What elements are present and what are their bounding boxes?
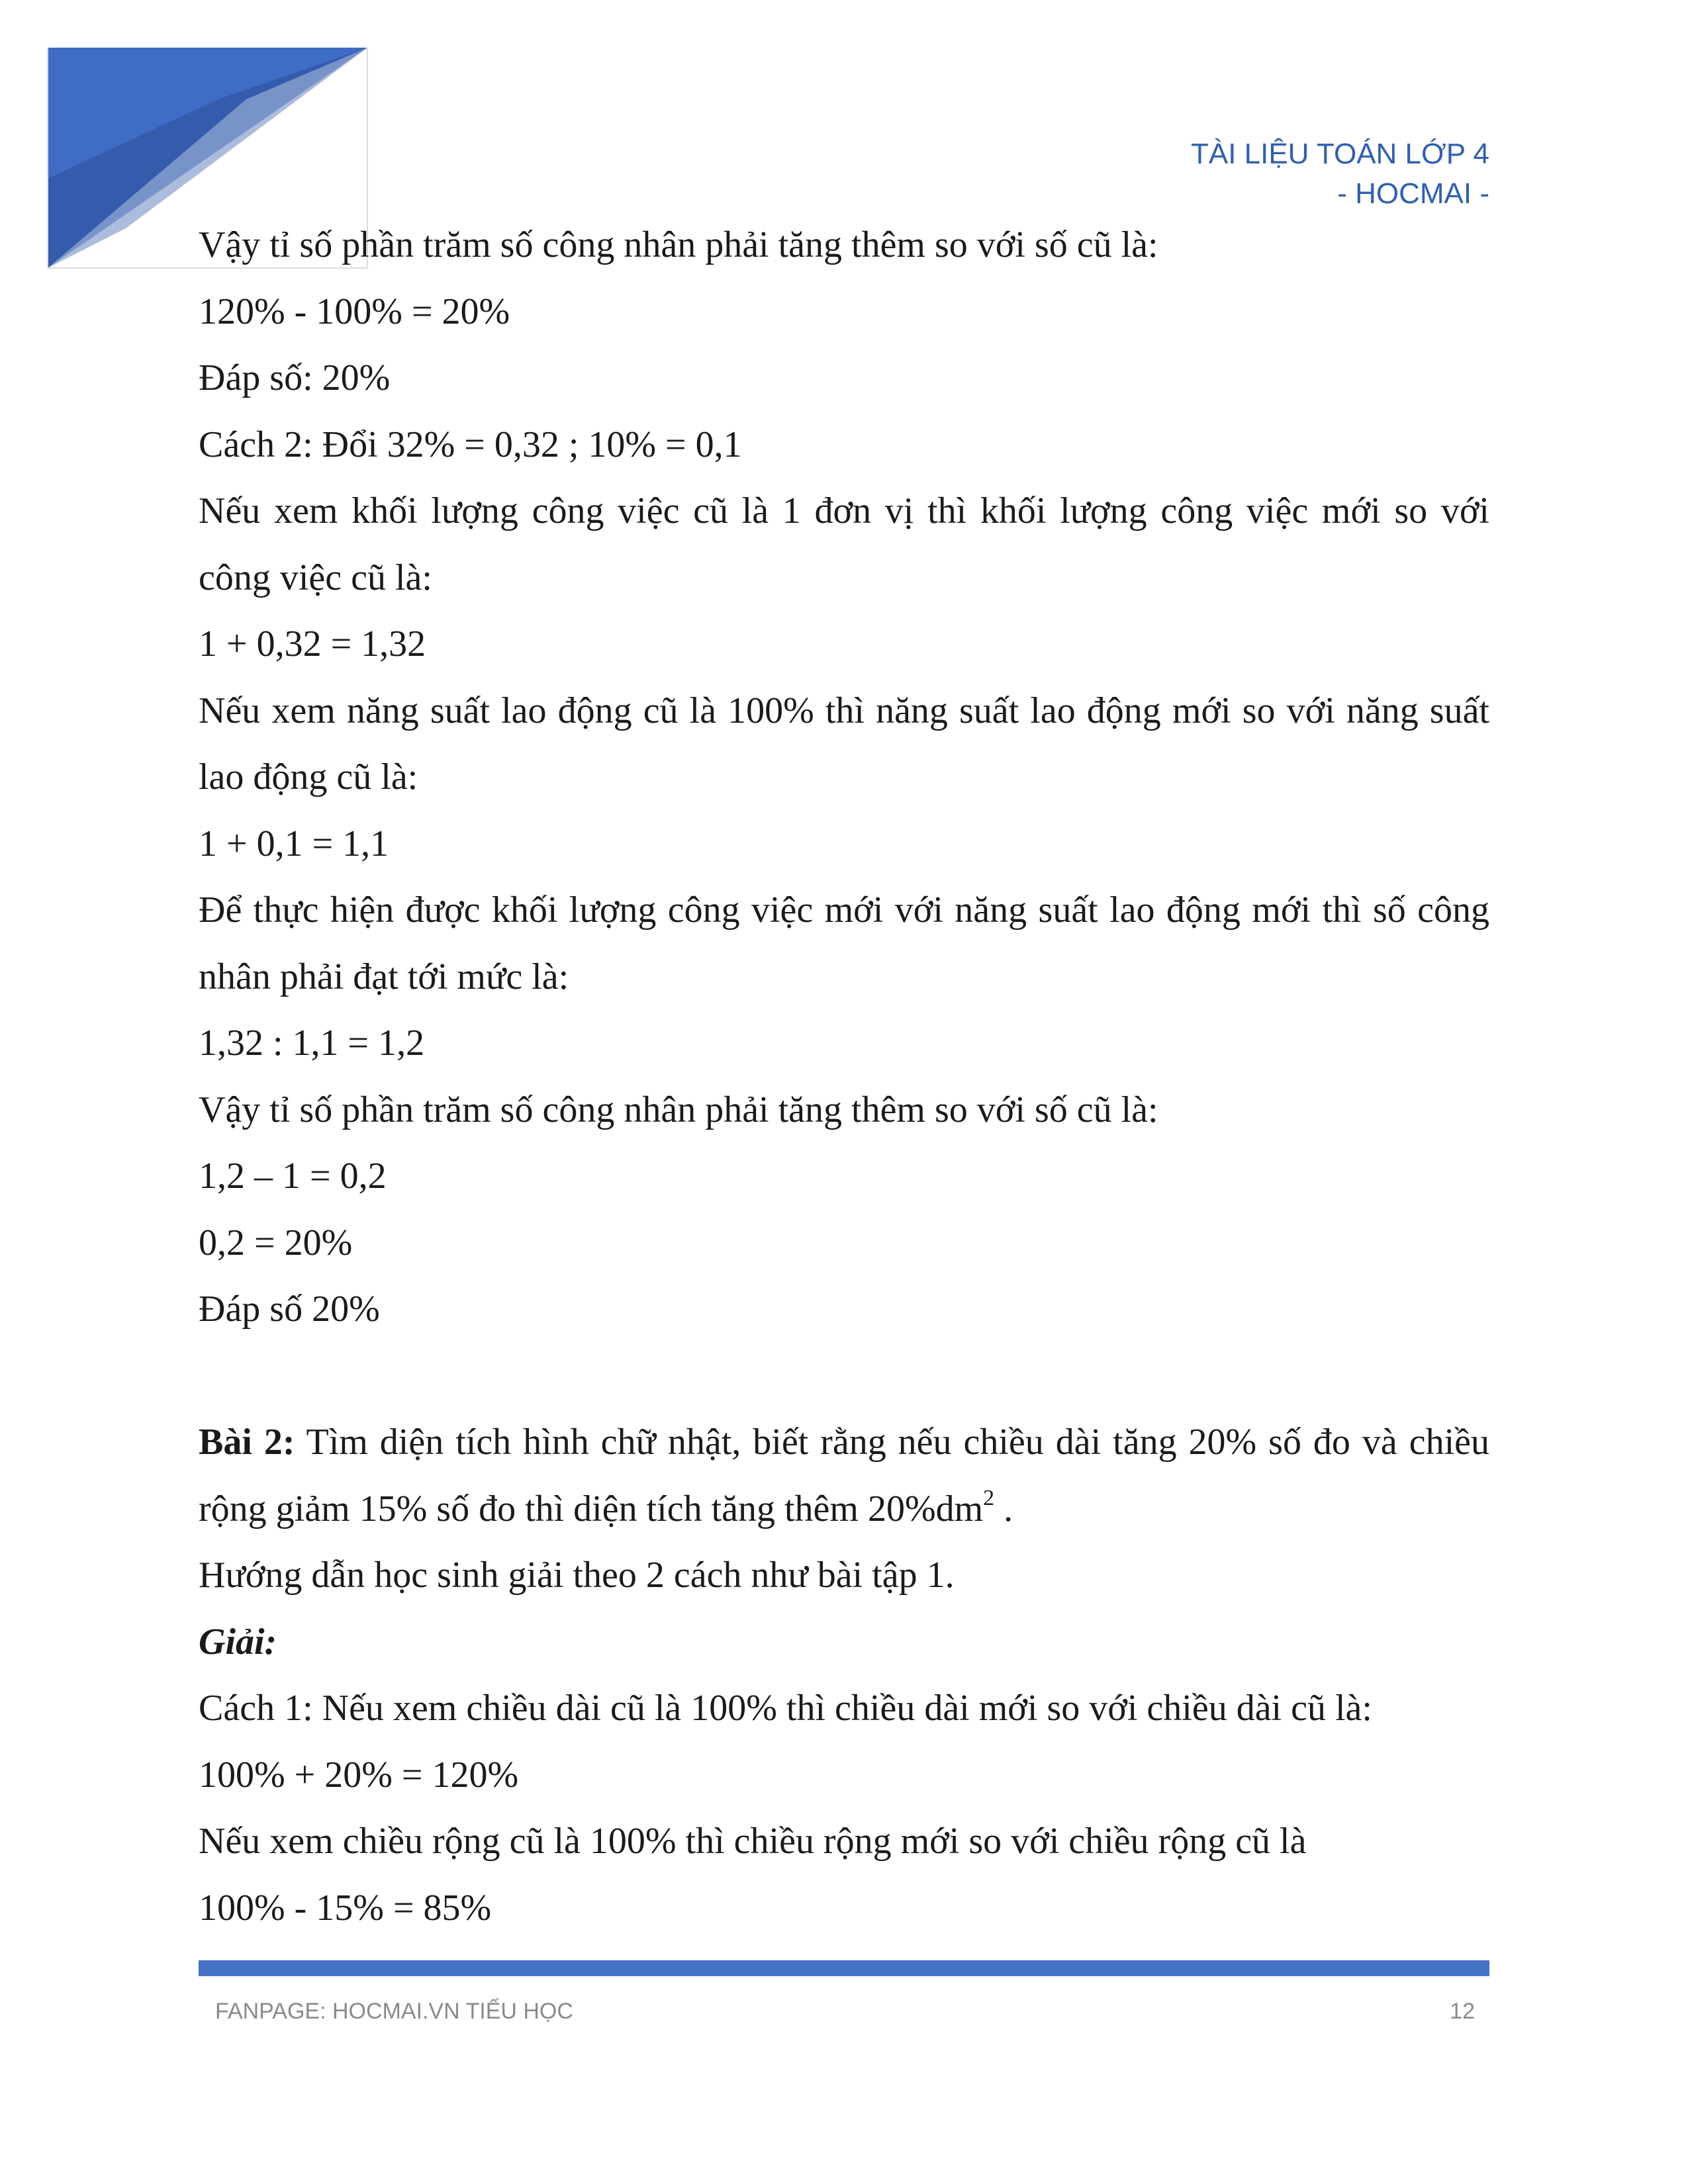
solution-heading: Giải: [199, 1621, 277, 1662]
exercise-2-label: Bài 2: [199, 1422, 295, 1463]
text-line: 100% - 15% = 85% [199, 1887, 492, 1929]
text-line: 100% + 20% = 120% [199, 1754, 519, 1796]
text-line: Để thực hiện được khối lượng công việc mới với năng suất lao động mới thì số công [199, 889, 1489, 931]
exercise-2-text-line2: rộng giảm 15% số đo thì diện tích tăng thêm 20%dm [199, 1488, 984, 1529]
footer-divider-bar [199, 1960, 1489, 1976]
exercise-2-statement-line2 [199, 1476, 1489, 1543]
text-line: Cách 2: Đổi 32% = 0,32 ; 10% = 0,1 [199, 424, 742, 465]
text-line: nhân phải đạt tới mức là: [199, 956, 569, 997]
text-line: Đáp số: 20% [199, 357, 391, 398]
document-body [199, 212, 1489, 1941]
text-line: Đáp số 20% [199, 1289, 380, 1330]
text-line: 1 + 0,1 = 1,1 [199, 823, 389, 864]
text-line: 1 + 0,32 = 1,32 [199, 623, 426, 664]
text-line: Nếu xem khối lượng công việc cũ là 1 đơn vị thì khối lượng công việc mới so với [199, 490, 1489, 531]
exponent: 2 [983, 1485, 995, 1510]
period: . [994, 1488, 1013, 1529]
exercise-2-text: Tìm diện tích hình chữ nhật, biết rằng nếu chiều dài tăng 20% số đo và chiều [295, 1422, 1490, 1463]
text-line: 120% - 100% = 20% [199, 291, 510, 332]
text-line: 0,2 = 20% [199, 1222, 353, 1263]
text-line: lao động cũ là: [199, 756, 418, 797]
text-line: Nếu xem năng suất lao động cũ là 100% thì năng suất lao động mới so với năng suất [199, 690, 1489, 731]
text-line: Vậy tỉ số phần trăm số công nhân phải tăng thêm so với số cũ là: [199, 1089, 1158, 1130]
text-line: Nếu xem chiều rộng cũ là 100% thì chiều rộng mới so với chiều rộng cũ là [199, 1821, 1307, 1862]
text-line: Vậy tỉ số phần trăm số công nhân phải tăng thêm so với số cũ là: [199, 224, 1158, 265]
text-line: Hướng dẫn học sinh giải theo 2 cách như bài tập 1. [199, 1555, 955, 1596]
text-line: công việc cũ là: [199, 557, 432, 598]
blank-line [199, 1343, 1489, 1410]
text-line: 1,2 – 1 = 0,2 [199, 1156, 387, 1197]
text-line: 1,32 : 1,1 = 1,2 [199, 1023, 425, 1064]
header-subtitle: - HOCMAI - [1337, 177, 1489, 210]
footer-fanpage: FANPAGE: HOCMAI.VN TIỂU HỌC [215, 1999, 573, 2024]
header-title: TÀI LIỆU TOÁN LỚP 4 [1190, 138, 1489, 170]
exercise-2-statement [199, 1409, 1489, 1476]
page-number: 12 [1450, 1999, 1475, 2024]
text-line: Cách 1: Nếu xem chiều dài cũ là 100% thì chiều dài mới so với chiều dài cũ là: [199, 1688, 1372, 1729]
